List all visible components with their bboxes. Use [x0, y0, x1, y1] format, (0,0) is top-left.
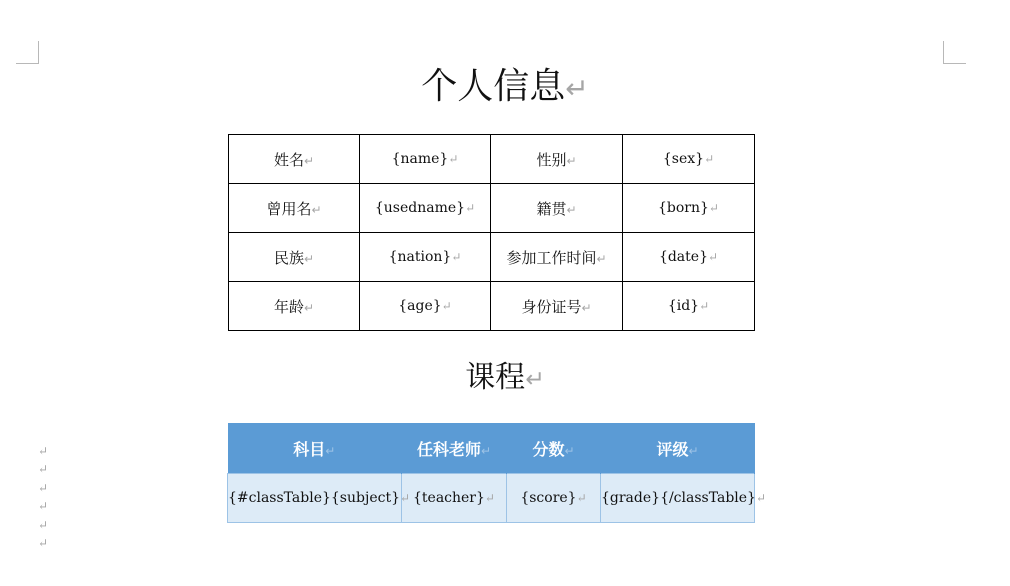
column-header-cell-text: 任科老师: [416, 439, 481, 459]
paragraph-mark-icon: ↵: [688, 443, 699, 458]
paragraph-mark-icon: ↵: [451, 250, 462, 264]
paragraph-mark-icon: ↵: [576, 491, 587, 505]
field-label-cell[interactable]: [491, 282, 623, 331]
paragraph-mark-icon: ↵: [303, 251, 315, 266]
paragraph-mark-icon: ↵: [596, 251, 607, 266]
field-label-cell[interactable]: [491, 184, 623, 233]
placeholder-cell[interactable]: [360, 233, 491, 282]
placeholder-cell[interactable]: [623, 282, 755, 331]
empty-paragraph-mark-icon[interactable]: ↵: [38, 517, 49, 532]
paragraph-mark-icon: ↵: [564, 443, 575, 458]
placeholder-cell[interactable]: [360, 184, 491, 233]
course-table: [227, 423, 767, 523]
placeholder-cell-text: {sex}: [662, 151, 705, 167]
paragraph-mark-icon: ↵: [448, 152, 459, 166]
field-label-cell[interactable]: [491, 135, 623, 184]
page-corner-mark-top-right: [943, 41, 966, 64]
placeholder-cell-text: {grade}{/classTable}: [601, 490, 756, 506]
course-title[interactable]: [0, 357, 1010, 400]
paragraph-mark-icon: ↵: [303, 153, 315, 168]
paragraph-mark-icon: ↵: [484, 491, 495, 505]
paragraph-mark-icon: ↵: [525, 365, 545, 393]
document-title-text: 个人信息: [421, 66, 566, 107]
placeholder-cell-text: {id}: [667, 298, 700, 314]
column-header-cell[interactable]: [228, 423, 402, 474]
placeholder-cell-text: {date}: [658, 249, 708, 265]
empty-paragraph-marks: [38, 442, 48, 552]
field-label-cell[interactable]: [229, 282, 360, 331]
column-header-cell[interactable]: [402, 423, 507, 474]
empty-paragraph-mark-icon[interactable]: ↵: [38, 462, 49, 477]
field-label-cell-text: 曾用名: [266, 199, 312, 218]
paragraph-mark-icon: ↵: [480, 443, 492, 458]
placeholder-cell-text: {usedname}: [374, 200, 466, 216]
field-label-cell[interactable]: [229, 135, 360, 184]
placeholder-cell-text: {score}: [520, 490, 577, 506]
paragraph-mark-icon: ↵: [303, 300, 315, 315]
field-label-cell-text: 民族: [273, 248, 304, 267]
paragraph-mark-icon: ↵: [699, 299, 710, 313]
column-header-cell-text: 分数: [532, 439, 565, 459]
paragraph-mark-icon: ↵: [581, 300, 592, 315]
placeholder-cell-text: {#classTable}{subject}: [228, 490, 400, 506]
table-row: [229, 233, 755, 282]
placeholder-cell[interactable]: [601, 474, 767, 523]
field-label-cell[interactable]: [229, 233, 360, 282]
table-row: [229, 282, 755, 331]
paragraph-mark-icon: ↵: [311, 202, 322, 217]
document-title[interactable]: [0, 62, 1010, 114]
empty-paragraph-mark-icon[interactable]: ↵: [38, 535, 49, 550]
page-corner-mark-top-left: [16, 41, 39, 64]
placeholder-cell[interactable]: [623, 135, 755, 184]
empty-paragraph-mark-icon[interactable]: ↵: [38, 480, 49, 495]
column-header-cell[interactable]: [601, 423, 755, 474]
placeholder-cell[interactable]: [623, 233, 755, 282]
paragraph-mark-icon: ↵: [399, 491, 411, 505]
field-label-cell[interactable]: [491, 233, 623, 282]
table-row: [228, 474, 755, 523]
placeholder-cell[interactable]: [623, 184, 755, 233]
placeholder-cell-text: {born}: [658, 200, 709, 216]
paragraph-mark-icon: ↵: [465, 201, 476, 215]
paragraph-mark-icon: ↵: [755, 491, 767, 505]
field-label-cell-text: 参加工作时间: [506, 248, 597, 267]
paragraph-mark-icon: ↵: [325, 443, 336, 458]
paragraph-mark-icon: ↵: [707, 250, 719, 264]
table-header-row: [228, 423, 755, 474]
field-label-cell-text: 籍贯: [536, 199, 567, 218]
field-label-cell-text: 姓名: [273, 150, 304, 169]
placeholder-cell[interactable]: [360, 135, 491, 184]
empty-paragraph-mark-icon[interactable]: ↵: [38, 499, 49, 514]
table-row: [229, 184, 755, 233]
paragraph-mark-icon: ↵: [566, 202, 577, 217]
paragraph-mark-icon: ↵: [566, 153, 577, 168]
field-label-cell-text: 身份证号: [521, 297, 582, 316]
personal-info-table: [228, 134, 755, 331]
placeholder-cell[interactable]: [360, 282, 491, 331]
column-header-cell-text: 评级: [656, 439, 689, 459]
paragraph-mark-icon: ↵: [565, 72, 589, 105]
placeholder-cell[interactable]: [399, 474, 507, 523]
paragraph-mark-icon: ↵: [441, 299, 452, 313]
placeholder-cell[interactable]: [507, 474, 601, 523]
placeholder-cell[interactable]: [228, 474, 411, 523]
column-header-cell[interactable]: [507, 423, 601, 474]
course-title-text: 课程: [465, 360, 526, 395]
placeholder-cell-text: {age}: [398, 298, 442, 314]
column-header-cell-text: 科目: [293, 439, 326, 459]
placeholder-cell-text: {teacher}: [413, 490, 485, 506]
field-label-cell[interactable]: [229, 184, 360, 233]
field-label-cell-text: 性别: [536, 150, 567, 169]
paragraph-mark-icon: ↵: [704, 152, 715, 166]
placeholder-cell-text: {name}: [391, 151, 449, 167]
placeholder-cell-text: {nation}: [388, 249, 452, 265]
empty-paragraph-mark-icon[interactable]: ↵: [38, 444, 49, 458]
table-row: [229, 135, 755, 184]
field-label-cell-text: 年龄: [273, 297, 304, 316]
paragraph-mark-icon: ↵: [708, 201, 719, 215]
